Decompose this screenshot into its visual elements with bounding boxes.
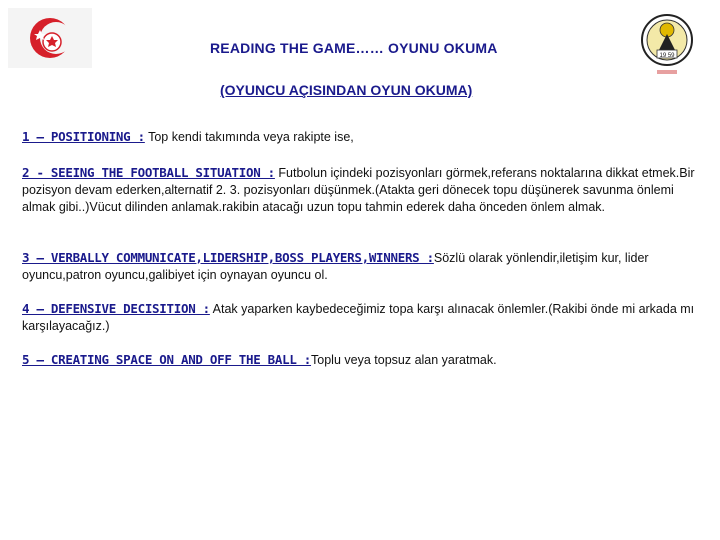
item-text: Sözlü olarak yönlendir,iletişim kur, lider oyuncu,patron oyuncu,galibiyet için oynayan oyuncu ol. [22, 251, 649, 282]
item-heading: 2 - SEEING THE FOOTBALL SITUATION : [22, 165, 275, 180]
seal-emblem-logo [640, 12, 694, 78]
item-text: Toplu veya topsuz alan yaratmak. [311, 353, 497, 367]
list-item [22, 128, 702, 146]
tff-crest-logo [8, 8, 92, 68]
item-text: Top kendi takımında veya rakipte ise, [144, 130, 354, 144]
list-item [22, 351, 702, 369]
list-item [22, 300, 702, 335]
item-text: Futbolun içindeki pozisyonları görmek,referans noktalarına dikkat etmek.Bir pozisyon devam ederken,alternatif 2. 3. pozisyonları düşünmek.(Atakta geri dönecek topu düşünerek savunma önlemi almak gibi..)Vücut dilinden anlamak.rakibin atacağı uzun topu tahmin ederek daha önceden önlem almak. [22, 166, 695, 214]
item-heading: 3 – VERBALLY COMMUNICATE,LIDERSHIP,BOSS PLAYERS,WINNERS : [22, 250, 434, 265]
list-item [22, 164, 702, 216]
seal-emblem-icon [640, 12, 694, 78]
seal-year: 19 59 [659, 53, 675, 59]
page-title: READING THE GAME…… OYUNU OKUMA [210, 40, 498, 56]
item-text: Atak yaparken kaybedeceğimiz topa karşı alınacak önlemler.(Rakibi önde mi arkada mı karşılayacağız.) [22, 302, 695, 333]
list-item [22, 249, 702, 284]
item-heading: 4 – DEFENSIVE DECISITION : [22, 301, 210, 316]
item-heading: 1 – POSITIONING : [22, 129, 145, 144]
page-subtitle: (OYUNCU AÇISINDAN OYUN OKUMA) [220, 82, 473, 98]
item-heading: 5 – CREATING SPACE ON AND OFF THE BALL : [22, 352, 312, 367]
crescent-star-ball-icon [8, 8, 92, 68]
